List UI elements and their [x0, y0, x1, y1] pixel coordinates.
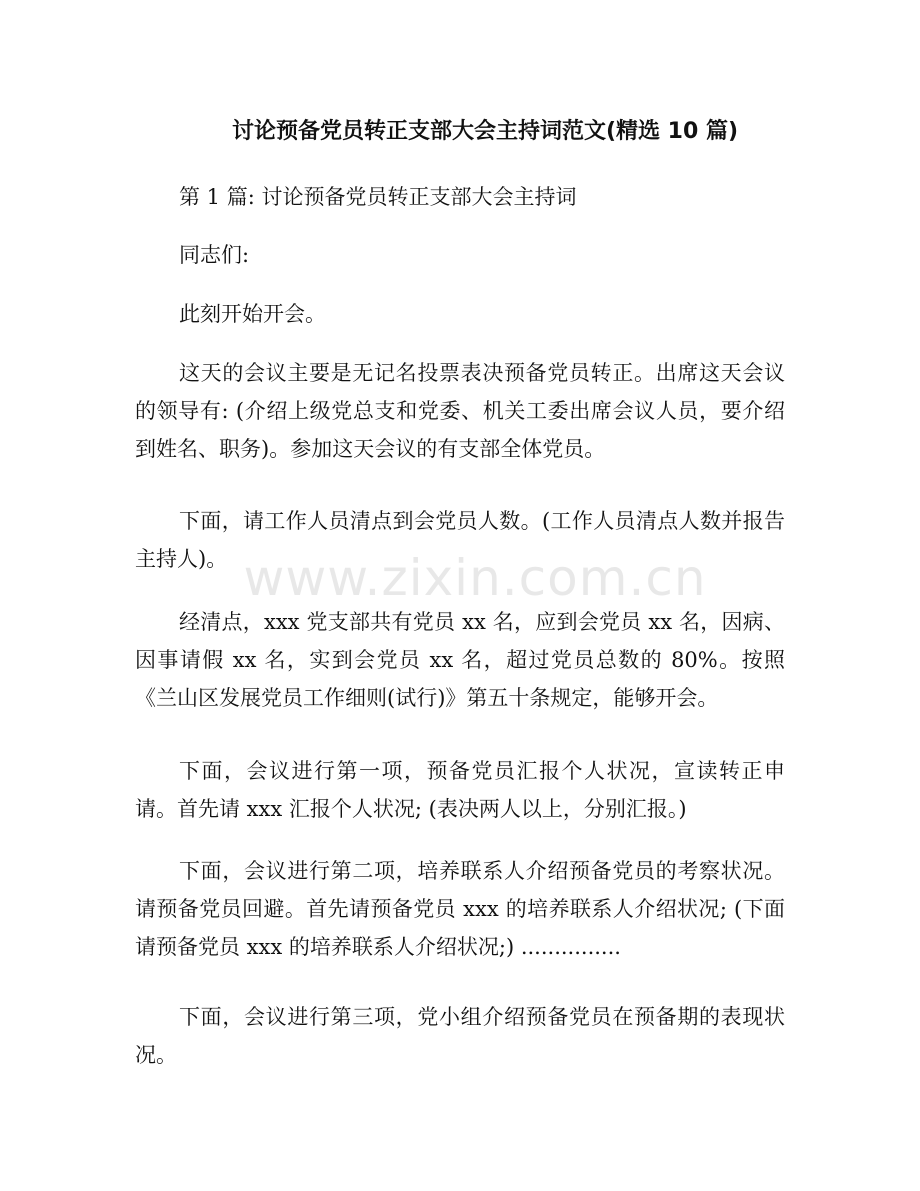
paragraph-opening: 此刻开始开会。 — [179, 302, 326, 326]
paragraph-count-result: 经清点，xxx 党支部共有党员 xx 名，应到会党员 xx 名，因病、因事请假 xx 名，实到会党员 xx 名，超过党员总数的 80%。按照《兰山区发展党员工作细则(试行)》第五十条规定，能够开会。 — [135, 610, 785, 710]
document-title: 讨论预备党员转正支部大会主持词范文(精选 10 篇) — [231, 119, 739, 144]
paragraph-headcount: 下面，请工作人员清点到会党员人数。(工作人员清点人数并报告主持人)。 — [135, 509, 785, 571]
paragraph-item-three: 下面，会议进行第三项，党小组介绍预备党员在预备期的表现状况。 — [135, 1005, 785, 1067]
paragraph-section-heading: 第 1 篇: 讨论预备党员转正支部大会主持词 — [179, 185, 577, 209]
paragraph-item-two: 下面，会议进行第二项，培养联系人介绍预备党员的考察状况。请预备党员回避。首先请预备党员 xxx 的培养联系人介绍状况; (下面请预备党员 xxx 的培养联系人介绍状况;) ............... — [135, 859, 785, 959]
paragraph-item-one: 下面，会议进行第一项，预备党员汇报个人状况，宣读转正申请。首先请 xxx 汇报个人状况; (表决两人以上，分别汇报。) — [135, 759, 785, 821]
paragraph-greeting: 同志们: — [179, 243, 250, 267]
watermark: www.zixin.com.cn — [243, 549, 707, 607]
paragraph-attendance: 这天的会议主要是无记名投票表决预备党员转正。出席这天会议的领导有: (介绍上级党总支和党委、机关工委出席会议人员，要介绍到姓名、职务)。参加这天会议的有支部全体党员。 — [135, 361, 785, 461]
